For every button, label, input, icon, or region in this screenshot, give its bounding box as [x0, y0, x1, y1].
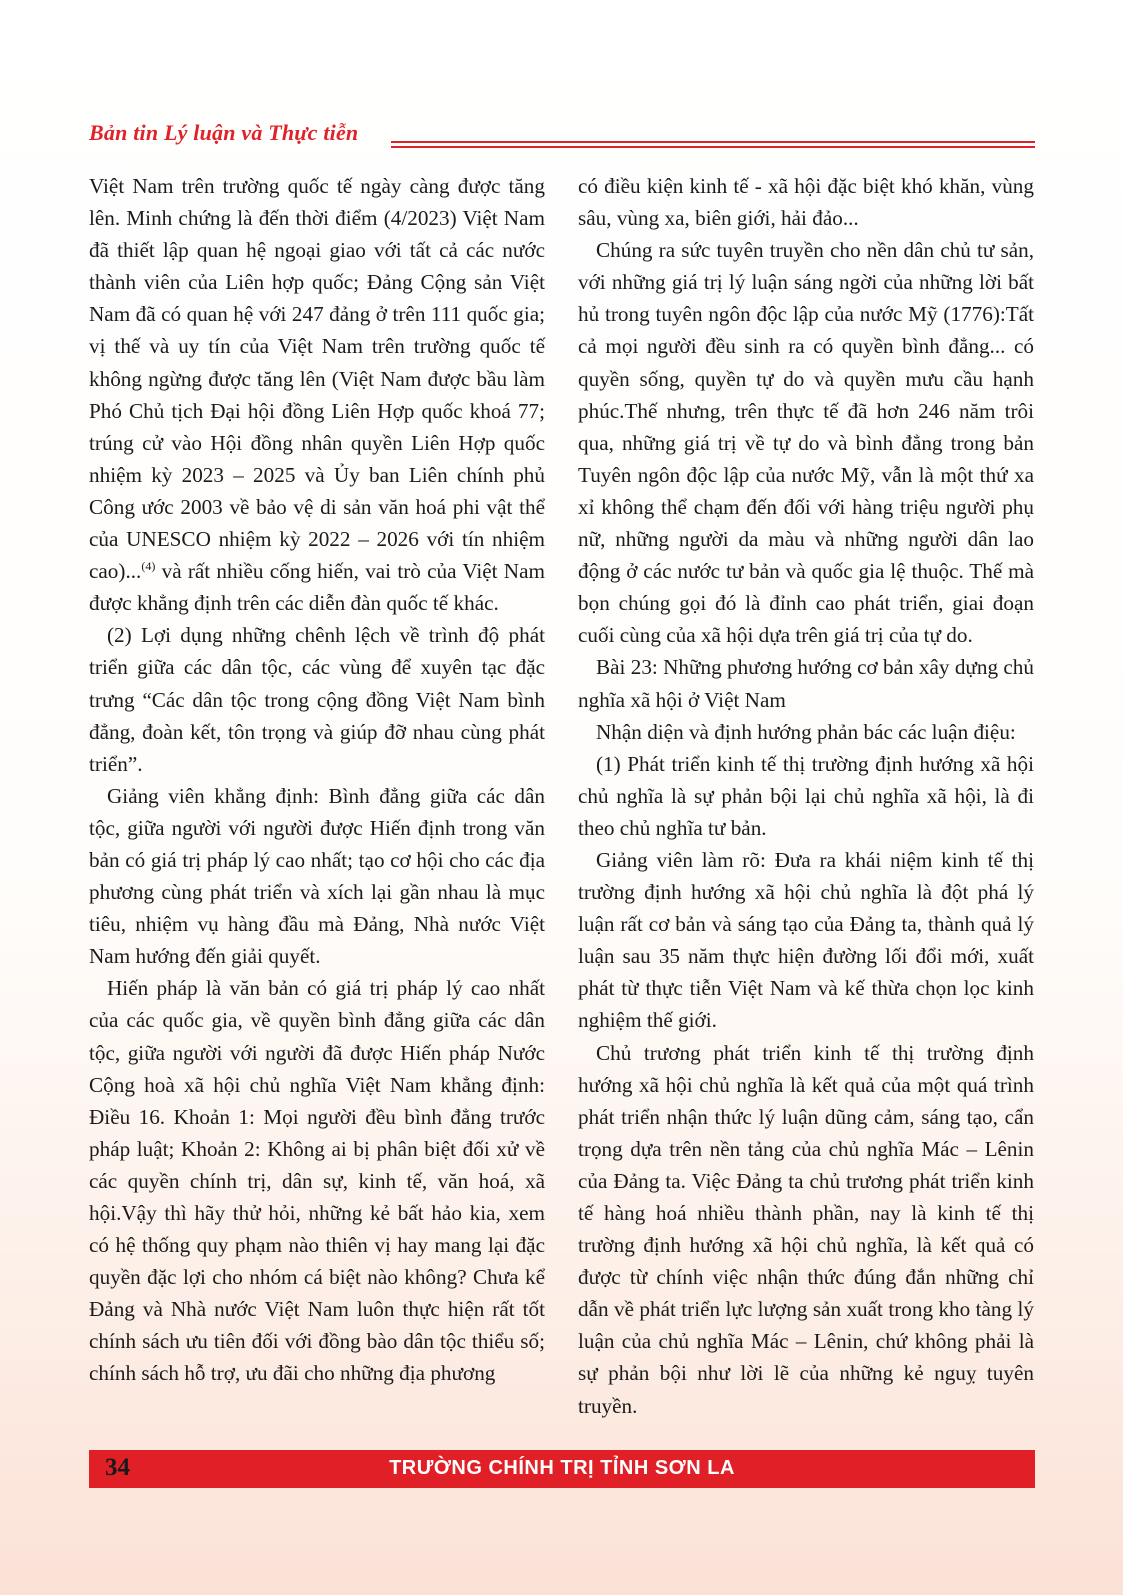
right-paragraph-4: Nhận diện và định hướng phản bác các luận điệu: — [596, 719, 1016, 744]
right-paragraph-7: Chủ trương phát triển kinh tế thị trường định hướng xã hội chủ nghĩa là kết quả của một quá trình phát triển nhận thức lý luận dũng cảm, sáng tạo, cẩn trọng dựa trên nền tảng của chủ nghĩa Mác – Lênin của Đảng ta. Việc Đảng ta chủ trương phát triển kinh tế hàng hoá nhiều thành phần, nay là kinh tế thị trường định hướng xã hội chủ nghĩa, là kết quả có được từ chính việc nhận thức đúng đắn những chỉ dẫn về phát triển lực lượng sản xuất trong kho tàng lý luận của chủ nghĩa Mác – Lênin, chứ không phải là sự phản bội như lời lẽ của những kẻ nguỵ tuyên truyền. — [578, 1040, 1034, 1418]
right-paragraph-1: có điều kiện kinh tế - xã hội đặc biệt khó khăn, vùng sâu, vùng xa, biên giới, hải đảo... — [578, 174, 1034, 231]
page-header — [89, 120, 1035, 150]
header-rule-bottom — [391, 146, 1035, 148]
right-paragraph-5: (1) Phát triển kinh tế thị trường định hướng xã hội chủ nghĩa là sự phản bội lại chủ nghĩa xã hội, là đi theo chủ nghĩa tư bản. — [578, 751, 1034, 840]
page-footer — [89, 1450, 1035, 1488]
publication-title: Bản tin Lý luận và Thực tiễn — [89, 120, 359, 145]
right-paragraph-2: Chúng ra sức tuyên truyền cho nền dân chủ tư sản, với những giá trị lý luận sáng ngời của những lời bất hủ trong tuyên ngôn độc lập của nước Mỹ (1776):Tất cả mọi người đều sinh ra có quyền bình đẳng... có quyền sống, quyền tự do và quyền mưu cầu hạnh phúc.Thế nhưng, trên thực tế đã hơn 246 năm trôi qua, những giá trị về tự do và bình đẳng trong bản Tuyên ngôn độc lập của nước Mỹ, vẫn là một thứ xa xỉ không thể chạm đến đối với hàng triệu người phụ nữ, những người da màu và những người dân lao động ở các nước tư bản và quốc gia lệ thuộc. Thế mà bọn chúng gọi đó là đỉnh cao phát triển, giai đoạn cuối cùng của xã hội dựa trên giá trị của tự do. — [578, 238, 1034, 648]
left-paragraph-2: (2) Lợi dụng những chênh lệch về trình độ phát triển giữa các dân tộc, các vùng để xuyên tạc đặc trưng “Các dân tộc trong cộng đồng Việt Nam bình đẳng, đoàn kết, tôn trọng và giúp đỡ nhau cùng phát triển”. — [89, 623, 545, 776]
left-paragraph-4: Hiến pháp là văn bản có giá trị pháp lý cao nhất của các quốc gia, về quyền bình đẳng giữa các dân tộc, giữa người với người đã được Hiến pháp Nước Cộng hoà xã hội chủ nghĩa Việt Nam khẳng định: Điều 16. Khoản 1: Mọi người đều bình đẳng trước pháp luật; Khoản 2: Không ai bị phân biệt đối xử về các quyền chính trị, dân sự, kinh tế, văn hoá, xã hội.Vậy thì hãy thử hỏi, những kẻ bất hảo kia, xem có hệ thống quy phạm nào thiên vị hay mang lại đặc quyền đặc lợi cho nhóm cá biệt nào không? Chưa kể Đảng và Nhà nước Việt Nam luôn thực hiện rất tốt chính sách ưu tiên đối với đồng bào dân tộc thiểu số; chính sách hỗ trợ, ưu đãi cho những địa phương — [89, 976, 545, 1386]
footer-organization: TRƯỜNG CHÍNH TRỊ TỈNH SƠN LA — [389, 1457, 735, 1479]
left-paragraph-1 — [89, 170, 545, 619]
header-rule-top — [391, 141, 1035, 143]
left-paragraph-1-text: Việt Nam trên trường quốc tế ngày càng được tăng lên. Minh chứng là đến thời điểm (4/2023) Việt Nam đã thiết lập quan hệ ngoại giao với tất cả các nước thành viên của Liên hợp quốc; Đảng Cộng sản Việt Nam đã có quan hệ với 247 đảng ở trên 111 quốc gia; vị thế và uy tín của Việt Nam trên trường quốc tế không ngừng được tăng lên (Việt Nam được bầu làm Phó Chủ tịch Đại hội đồng Liên Hợp quốc khoá 77; trúng cử vào Hội đồng nhân quyền Liên Hợp quốc nhiệm kỳ 2023 – 2025 và Ủy ban Liên chính phủ Công ước 2003 về bảo vệ di sản văn hoá phi vật thể của UNESCO nhiệm kỳ 2022 – 2026 với tín nhiệm cao)... — [89, 174, 545, 584]
right-paragraph-6: Giảng viên làm rõ: Đưa ra khái niệm kinh tế thị trường định hướng xã hội chủ nghĩa là đột phá lý luận rất cơ bản và sáng tạo của Đảng ta, thành quả lý luận sau 35 năm thực hiện đường lối đổi mới, xuất phát từ thực tiễn Việt Nam và kế thừa chọn lọc kinh nghiệm thế giới. — [578, 847, 1034, 1033]
left-paragraph-1-tail: và rất nhiều cống hiến, vai trò của Việt Nam được khẳng định trên các diễn đàn quốc tế khác. — [89, 559, 545, 616]
page-number: 34 — [105, 1454, 130, 1481]
left-column — [89, 170, 545, 1390]
left-paragraph-3: Giảng viên khẳng định: Bình đẳng giữa các dân tộc, giữa người với người được Hiến định trong văn bản có giá trị pháp lý cao nhất; tạo cơ hội cho các địa phương cùng phát triển và xích lại gần nhau là mục tiêu, nhiệm vụ hàng đầu mà Đảng, Nhà nước Việt Nam hướng đến giải quyết. — [89, 783, 545, 969]
right-column — [578, 170, 1034, 1422]
footnote-marker: (4) — [141, 559, 156, 574]
right-paragraph-3: Bài 23: Những phương hướng cơ bản xây dựng chủ nghĩa xã hội ở Việt Nam — [578, 655, 1034, 712]
